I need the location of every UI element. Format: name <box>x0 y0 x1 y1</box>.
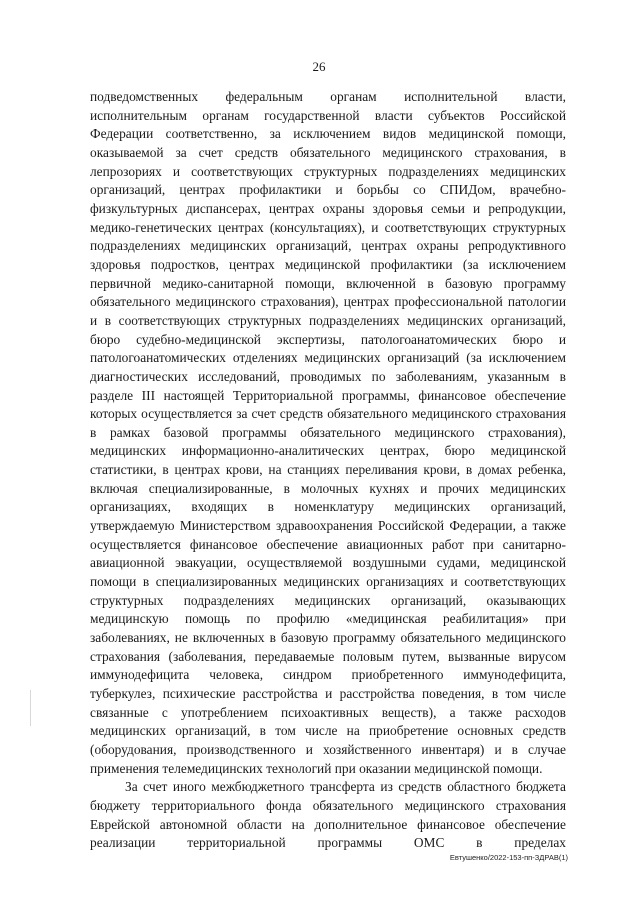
paragraph-continued: подведомственных федеральным органам исполнительной власти, исполнительным органам государственной власти субъектов Российской Федерации соответственно, за исключением видов медицинской помощи, оказываемой за счет средств обязательного медицинского страхования, в лепрозориях и соответствующих структурных подразделениях медицинских организаций, центрах профилактики и борьбы со СПИДом, врачебно-физкультурных диспансерах, центрах охраны здоровья семьи и репродукции, медико-генетических центрах (консультациях), и соответствующих структурных подразделениях медицинских организаций, центрах охраны репродуктивного здоровья подростков, центрах медицинской профилактики (за исключением первичной медико-санитарной помощи, включенной в базовую программу обязательного медицинского страхования), центрах профессиональной патологии и в соответствующих структурных подразделениях медицинских организаций, бюро судебно-медицинской экспертизы, патологоанатомических бюро и патологоанатомических отделениях медицинских организаций (за исключением диагностических исследований, проводимых по заболеваниям, указанным в разделе III настоящей Территориальной программы, финансовое обеспечение которых осуществляется за счет средств обязательного медицинского страхования в рамках базовой программы обязательного медицинского страхования), медицинских информационно-аналитических центрах, бюро медицинской статистики, в центрах крови, на станциях переливания крови, в домах ребенка, включая специализированные, в молочных кухнях и прочих медицинских организациях, входящих в номенклатуру медицинских организаций, утверждаемую Министерством здравоохранения Российской Федерации, а также осуществляется финансовое обеспечение авиационных работ при санитарно-авиационной эвакуации, осуществляемой воздушными судами, медицинской помощи в специализированных медицинских организациях и соответствующих структурных подразделениях медицинских организаций, оказывающих медицинскую помощь по профилю «медицинская реабилитация» при заболеваниях, не включенных в базовую программу обязательного медицинского страхования (заболевания, передаваемые половым путем, вызванные вирусом иммунодефицита человека, синдром приобретенного иммунодефицита, туберкулез, психические расстройства и расстройства поведения, в том числе связанные с употреблением психоактивных веществ), а также расходов медицинских организаций, в том числе на приобретение основных средств (оборудования, производственного и хозяйственного инвентаря) и в случае применения телемедицинских технологий при оказании медицинской помощи. <box>90 89 566 776</box>
paragraph-interbudget-transfer: За счет иного межбюджетного трансферта из средств областного бюджета бюджету территориального фонда обязательного медицинского страхования Еврейской автономной области на дополнительное финансовое обеспечение реализации территориальной программы ОМС в пределах <box>90 779 566 851</box>
body-text <box>90 88 566 853</box>
scan-margin-mark <box>30 690 31 726</box>
page-number: 26 <box>312 59 326 74</box>
document-footer-code: Евтушенко/2022-153-пп-ЗДРАВ(1) <box>449 853 568 862</box>
